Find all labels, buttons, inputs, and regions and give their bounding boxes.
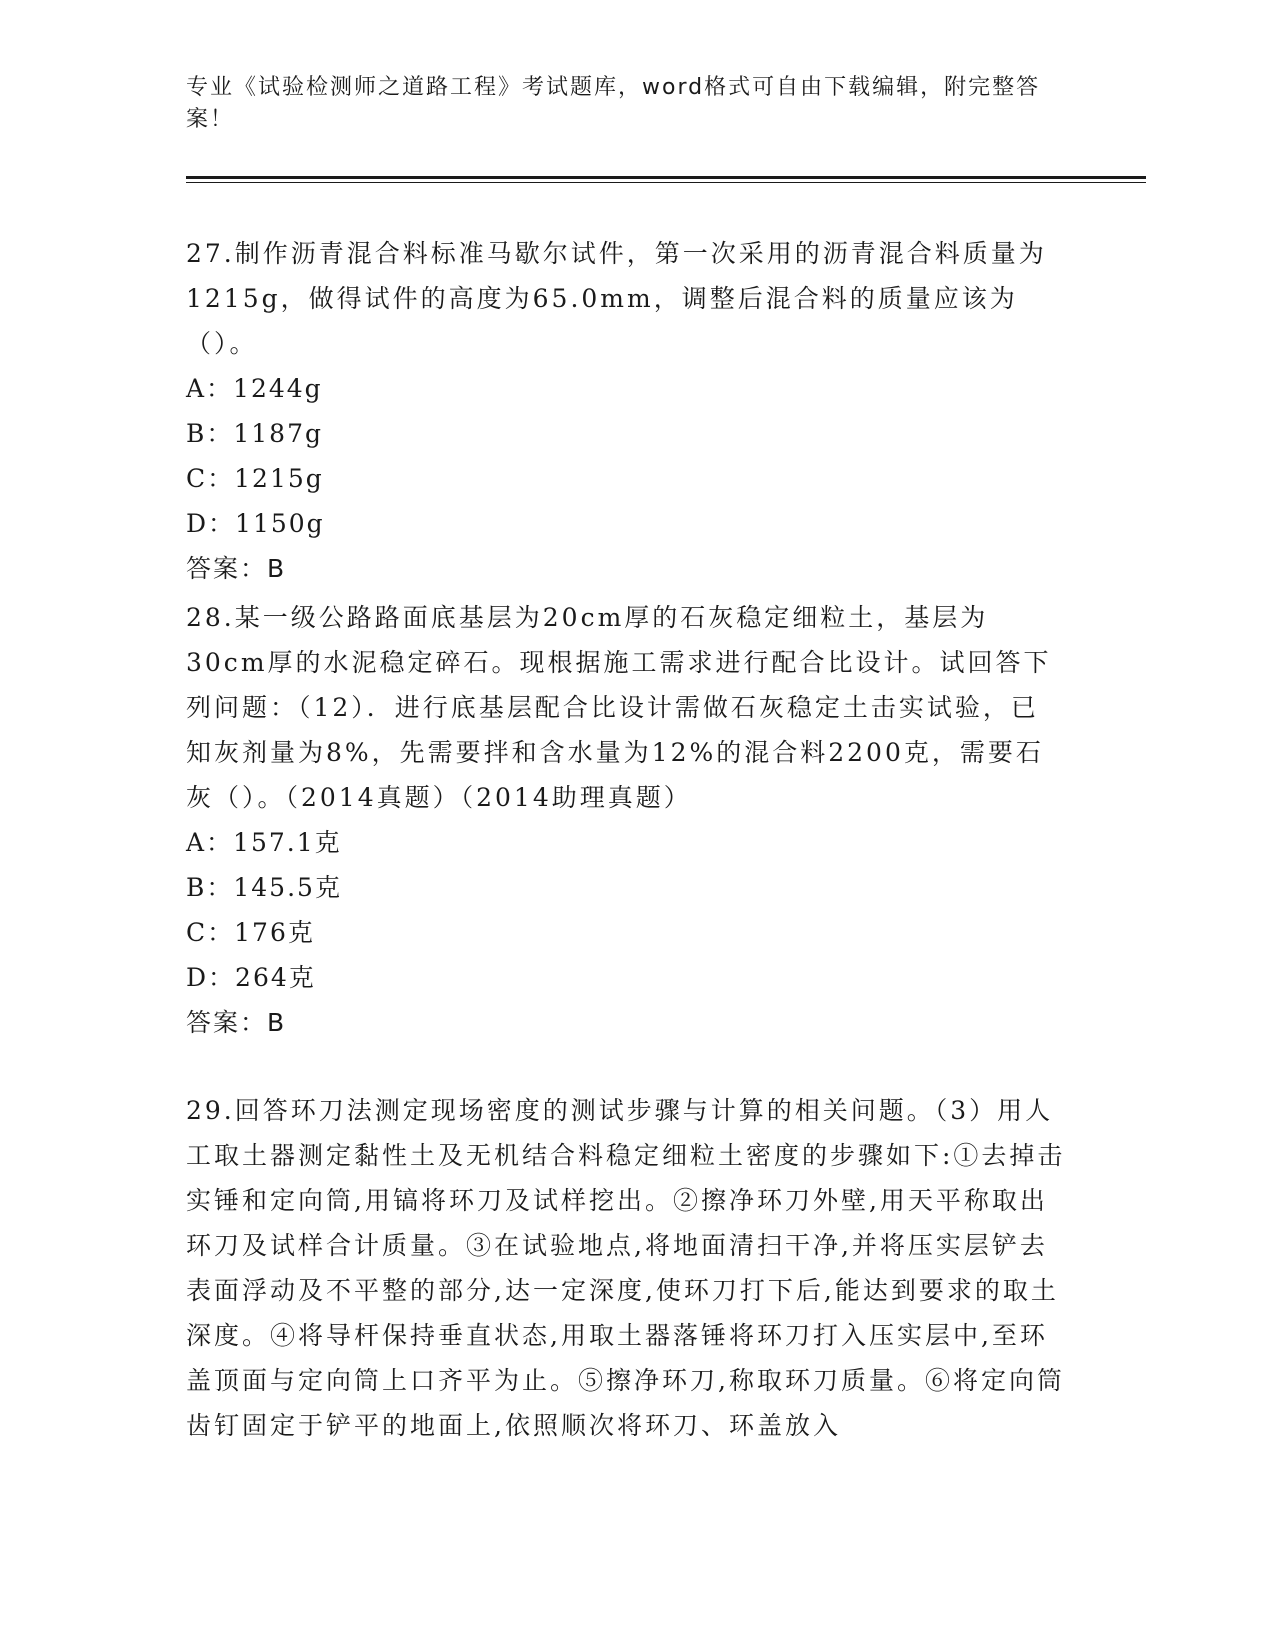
question-27 [186, 231, 1066, 591]
option-a: A：1244g [186, 374, 323, 403]
option-d: D：1150g [186, 509, 325, 538]
answer: 答案：B [186, 554, 287, 583]
option-c: C：1215g [186, 464, 324, 493]
answer: 答案：B [186, 1008, 287, 1037]
question-stem: 29.回答环刀法测定现场密度的测试步骤与计算的相关问题。（3）用人工取土器测定黏性土及无机结合料稳定细粒土密度的步骤如下:①去掉击实锤和定向筒,用镐将环刀及试样挖出。②擦净环刀外壁,用天平称取出环刀及试样合计质量。③在试验地点,将地面清扫干净,并将压实层铲去表面浮动及不平整的部分,达一定深度,使环刀打下后,能达到要求的取土深度。④将导杆保持垂直状态,用取土器落锤将环刀打入压实层中,至环盖顶面与定向筒上口齐平为止。⑤擦净环刀,称取环刀质量。⑥将定向筒齿钉固定于铲平的地面上,依照顺次将环刀、环盖放入 [186, 1096, 1066, 1440]
page-header [186, 72, 1066, 136]
option-b: B：145.5克 [186, 873, 342, 902]
option-b: B：1187g [186, 419, 323, 448]
option-c: C：176克 [186, 918, 315, 947]
header-rule-thick [186, 176, 1146, 179]
question-stem: 28.某一级公路路面底基层为20cm厚的石灰稳定细粒土，基层为30cm厚的水泥稳定碎石。现根据施工需求进行配合比设计。试回答下列问题：（12）．进行底基层配合比设计需做石灰稳定土击实试验，已知灰剂量为8%，先需要拌和含水量为12%的混合料2200克，需要石灰（）。（2014真题）（2014助理真题） [186, 603, 1052, 812]
header-rule-thin [186, 182, 1146, 183]
option-d: D：264克 [186, 963, 316, 992]
header-text: 专业《试验检测师之道路工程》考试题库，word格式可自由下载编辑，附完整答案！ [186, 75, 1041, 132]
question-28 [186, 595, 1066, 1045]
option-a: A：157.1克 [186, 828, 342, 857]
question-29 [186, 1088, 1066, 1448]
question-stem: 27.制作沥青混合料标准马歇尔试件，第一次采用的沥青混合料质量为1215g，做得试件的高度为65.0mm，调整后混合料的质量应该为（）。 [186, 239, 1047, 358]
